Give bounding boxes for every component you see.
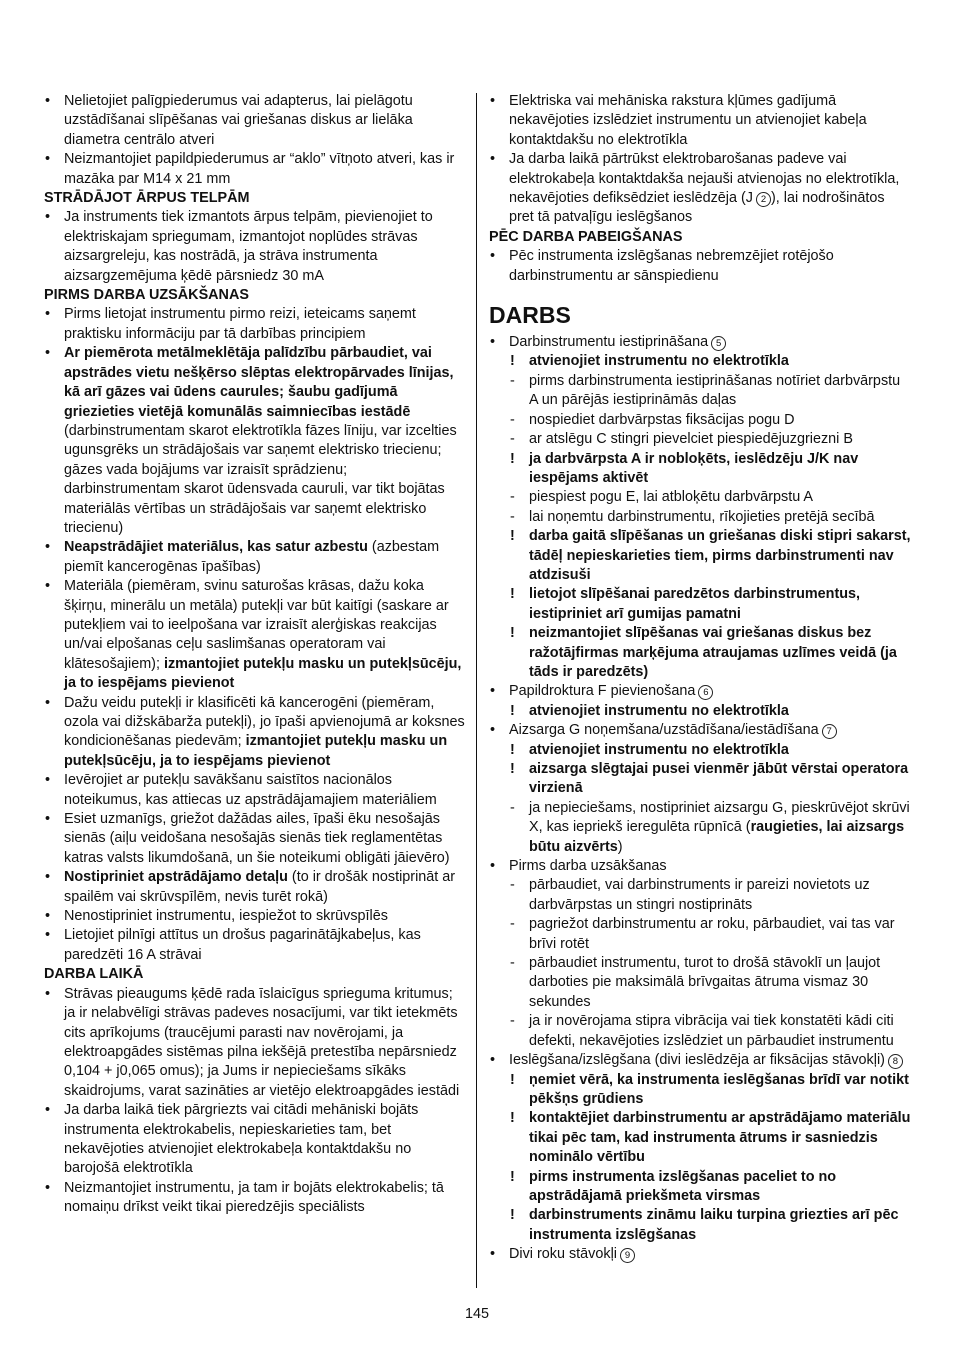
warning-item: ! atvienojiet instrumentu no elektrotīkla (489, 352, 911, 371)
step-item: - ar atslēgu C stingri pievelciet piespiedējuzgriezni B (489, 430, 911, 449)
warning-item: ! kontaktējiet darbinstrumentu ar apstrādājamo materiālu tikai pēc tam, kad instrumenta ātrums ir sasniedzis nominālo vērtību (489, 1109, 911, 1167)
figure-ref-number: 2 (756, 192, 771, 207)
warning-item: ! lietojot slīpēšanai paredzētos darbinstrumentus, iestipriniet arī gumijas pamatni (489, 585, 911, 624)
list-item: • Ja instruments tiek izmantots ārpus telpām, pievienojiet to elektriskajam spriegumam, izmantojot noplūdes strāvas aizsargreleju, kas nostrādā, ja strāva instrumenta aizsargzemējuma ķēdē pārsniedz 30 mA (44, 208, 466, 286)
list-item: • Neizmantojiet papildpiederumus ar “aklo” vītņoto atveri, kas ir mazāka par M14 x 21 mm (44, 150, 466, 189)
step-item: - pagriežot darbinstrumentu ar roku, pārbaudiet, vai tas var brīvi rotēt (489, 915, 911, 954)
warning-item: ! ja darbvārpsta A ir nobloķēts, ieslēdzēju J/K nav iespējams aktivēt (489, 450, 911, 489)
figure-ref-number: 7 (822, 724, 837, 739)
list-item: • Lietojiet pilnīgi attītus un drošus pagarinātājkabeļus, kas paredzēti 16 A strāvai (44, 926, 466, 965)
list-item: • Ieslēgšana/izslēgšana (divi ieslēdzēja ar fiksācijas stāvokļi) 8 (489, 1051, 911, 1070)
list-item: • Elektriska vai mehāniska rakstura kļūmes gadījumā nekavējoties izslēdziet instrumentu un atvienojiet kabeļa kontaktdakšu no elektrotīkla (489, 92, 911, 150)
right-column (489, 92, 911, 1265)
list-item: • Ar piemērota metālmeklētāja palīdzību pārbaudiet, vai apstrādes vietu nešķērso slēptas elektropārvades līnijas, kā arī gāzes vai ūdens caurules; šaubu gadījumā griezieties vietējā komunālās saimniecības iestādē (darbinstrumentam skarot elektrotīkla fāzes līniju, var izcelties ugunsgrēks un strādājošais var saņemt elektrisko triecienu; gāzes vada bojājums var izraisīt sprādzienu; darbinstrumentam skarot ūdensvada cauruli, var tikt bojātas materiālās vērtības un strādājošais var saņemt elektrisko triecienu) (44, 344, 466, 538)
warning-item: ! ņemiet vērā, ka instrumenta ieslēgšanas brīdī var notikt pēkšņs grūdiens (489, 1071, 911, 1110)
page-number: 145 (464, 1306, 489, 1322)
section-heading-during-work: DARBA LAIKĀ (44, 966, 144, 983)
warning-item: ! neizmantojiet slīpēšanas vai griešanas diskus bez ražotājfirmas marķējuma atraujamas uzlīmes veidā (ja tāds ir paredzēts) (489, 624, 911, 682)
step-item: - piespiest pogu E, lai atbloķētu darbvārpstu A (489, 488, 911, 507)
list-item: • Nelietojiet palīgpiederumus vai adapterus, lai pielāgotu uzstādīšanai slīpēšanas vai griešanas diskus ar lielāka diametra centrālo atveri (44, 92, 466, 150)
column-divider (476, 93, 477, 1288)
section-heading-after-work: PĒC DARBA PABEIGŠANAS (489, 228, 683, 245)
list-item: • Nostipriniet apstrādājamo detaļu (to ir drošāk nostiprināt ar spailēm vai skrūvspīlēm, nevis turēt rokā) (44, 868, 466, 907)
list-item: • Neapstrādājiet materiālus, kas satur azbestu (azbestam piemīt kancerogēnas īpašības) (44, 538, 466, 577)
list-item: • Darbinstrumentu iestiprināšana 5 (489, 333, 911, 352)
warning-item: ! darbinstruments zināmu laiku turpina griezties arī pēc instrumenta izslēgšanas (489, 1206, 911, 1245)
list-item: • Esiet uzmanīgs, griežot dažādas ailes, īpaši ēku nesošajās sienās (aiļu veidošana nesošajās sienās tiek reglamentētas katras valsts likumdošanā, un šie noteikumi obligāti jāievēro) (44, 810, 466, 868)
left-column (44, 92, 466, 1218)
figure-ref-number: 9 (620, 1248, 635, 1263)
warning-item: ! pirms instrumenta izslēgšanas paceliet to no apstrādājamā priekšmeta virsmas (489, 1168, 911, 1207)
warning-item: ! aizsarga slēgtajai pusei vienmēr jābūt vērstai operatora virzienā (489, 760, 911, 799)
step-item: - nospiediet darbvārpstas fiksācijas pogu D (489, 411, 911, 430)
list-item: • Dažu veidu putekļi ir klasificēti kā kancerogēni (piemēram, ozola vai dižskābarža putekļi), jo īpaši apvienojumā ar koksnes kondicionēšanas piedevām; izmantojiet putekļu masku un putekļsūcēju, ja to iespējams pievienot (44, 694, 466, 772)
figure-ref-number: 6 (698, 685, 713, 700)
step-item: - pārbaudiet instrumentu, turot to drošā stāvoklī un ļaujot darboties pie maksimālā brīvgaitas ātruma vismaz 30 sekundes (489, 954, 911, 1012)
warning-item: ! atvienojiet instrumentu no elektrotīkla (489, 702, 911, 721)
list-item: • Aizsarga G noņemšana/uzstādīšana/iestādīšana 7 (489, 721, 911, 740)
figure-ref-number: 8 (888, 1054, 903, 1069)
warning-item: ! atvienojiet instrumentu no elektrotīkla (489, 741, 911, 760)
step-item: - ja ir novērojama stipra vibrācija vai tiek konstatēti kādi citi defekti, nekavējoties izslēdziet un pārbaudiet instrumentu (489, 1012, 911, 1051)
list-item: • Ja darba laikā tiek pārgriezts vai citādi mehāniski bojāts instrumenta elektrokabelis, nepieskarieties tam, bet nekavējoties atvienojiet elektrokabeļa kontaktdakšu no barojošā elektrotīkla (44, 1101, 466, 1179)
section-title-darbs: DARBS (489, 302, 571, 329)
step-item: - pirms darbinstrumenta iestiprināšanas notīriet darbvārpstu A un pārējās iestiprināmās daļas (489, 372, 911, 411)
section-heading-before-work: PIRMS DARBA UZSĀKŠANAS (44, 287, 249, 304)
list-item: • Neizmantojiet instrumentu, ja tam ir bojāts elektrokabelis; tā nomaiņu drīkst veikt tikai pieredzējis speciālists (44, 1179, 466, 1218)
list-item: • Ja darba laikā pārtrūkst elektrobarošanas padeve vai elektrokabeļa kontaktdakša nejauši atvienojas no elektrotīkla, nekavējoties defiksēdziet ieslēdzēja (J 2 ), lai nodrošinātos pret tā patvaļīgu ieslēgšanos (489, 150, 911, 228)
list-item: • Nenostipriniet instrumentu, iespiežot to skrūvspīlēs (44, 907, 466, 926)
figure-ref-number: 5 (711, 336, 726, 351)
list-item: • Papildroktura F pievienošana 6 (489, 682, 911, 701)
warning-item: ! darba gaitā slīpēšanas un griešanas diski stipri sakarst, tādēļ nepieskarieties tiem, pirms darbinstrumenti nav atdzisuši (489, 527, 911, 585)
list-item: • Materiāla (piemēram, svinu saturošas krāsas, dažu koka šķirņu, minerālu un metāla) putekļi var būt kaitīgi (saskare ar putekļiem vai to ieelpošana var izraisīt alerģiskas reakcijas un/vai elpošanas ceļu saslimšanas operatoram vai klātesošajiem); izmantojiet putekļu masku un putekļsūcēju, ja to iespējams pievienot (44, 577, 466, 693)
step-item: - ja nepieciešams, nostipriniet aizsargu G, pieskrūvējot skrūvi X, kas iepriekš ieregulēta rūpnīcā (raugieties, lai aizsargs būtu aizvērts) (489, 799, 911, 857)
list-item: • Pirms darba uzsākšanas (489, 857, 911, 876)
list-item: • Strāvas pieaugums ķēdē rada īslaicīgus sprieguma kritumus; ja ir nelabvēlīgi strāvas padeves nosacījumi, var tikt ietekmēts cits aprīkojums (traucējumi parasti nav novērojami, ja elektroapgādes sistēmas pilna iekšējā pretestība nepārsniedz 0,104 + j0,065 omus); ja Jums ir nepieciešams sīkāks skaidrojums, varat sazināties ar vietējo elektroapgādes iestādi (44, 985, 466, 1101)
list-item: • Ievērojiet ar putekļu savākšanu saistītos nacionālos noteikumus, kas attiecas uz apstrādājamajiem materiāliem (44, 771, 466, 810)
list-item: • Pirms lietojat instrumentu pirmo reizi, ieteicams saņemt praktisku informāciju par tā darbības principiem (44, 305, 466, 344)
list-item: • Divi roku stāvokļi 9 (489, 1245, 911, 1264)
list-item: • Pēc instrumenta izslēgšanas nebremzējiet rotējošo darbinstrumentu ar sānspiedienu (489, 247, 911, 286)
step-item: - pārbaudiet, vai darbinstruments ir pareizi novietots uz darbvārpstas un stingri nostiprināts (489, 876, 911, 915)
section-heading-outdoor: STRĀDĀJOT ĀRPUS TELPĀM (44, 190, 250, 207)
step-item: - lai noņemtu darbinstrumentu, rīkojieties pretējā secībā (489, 508, 911, 527)
